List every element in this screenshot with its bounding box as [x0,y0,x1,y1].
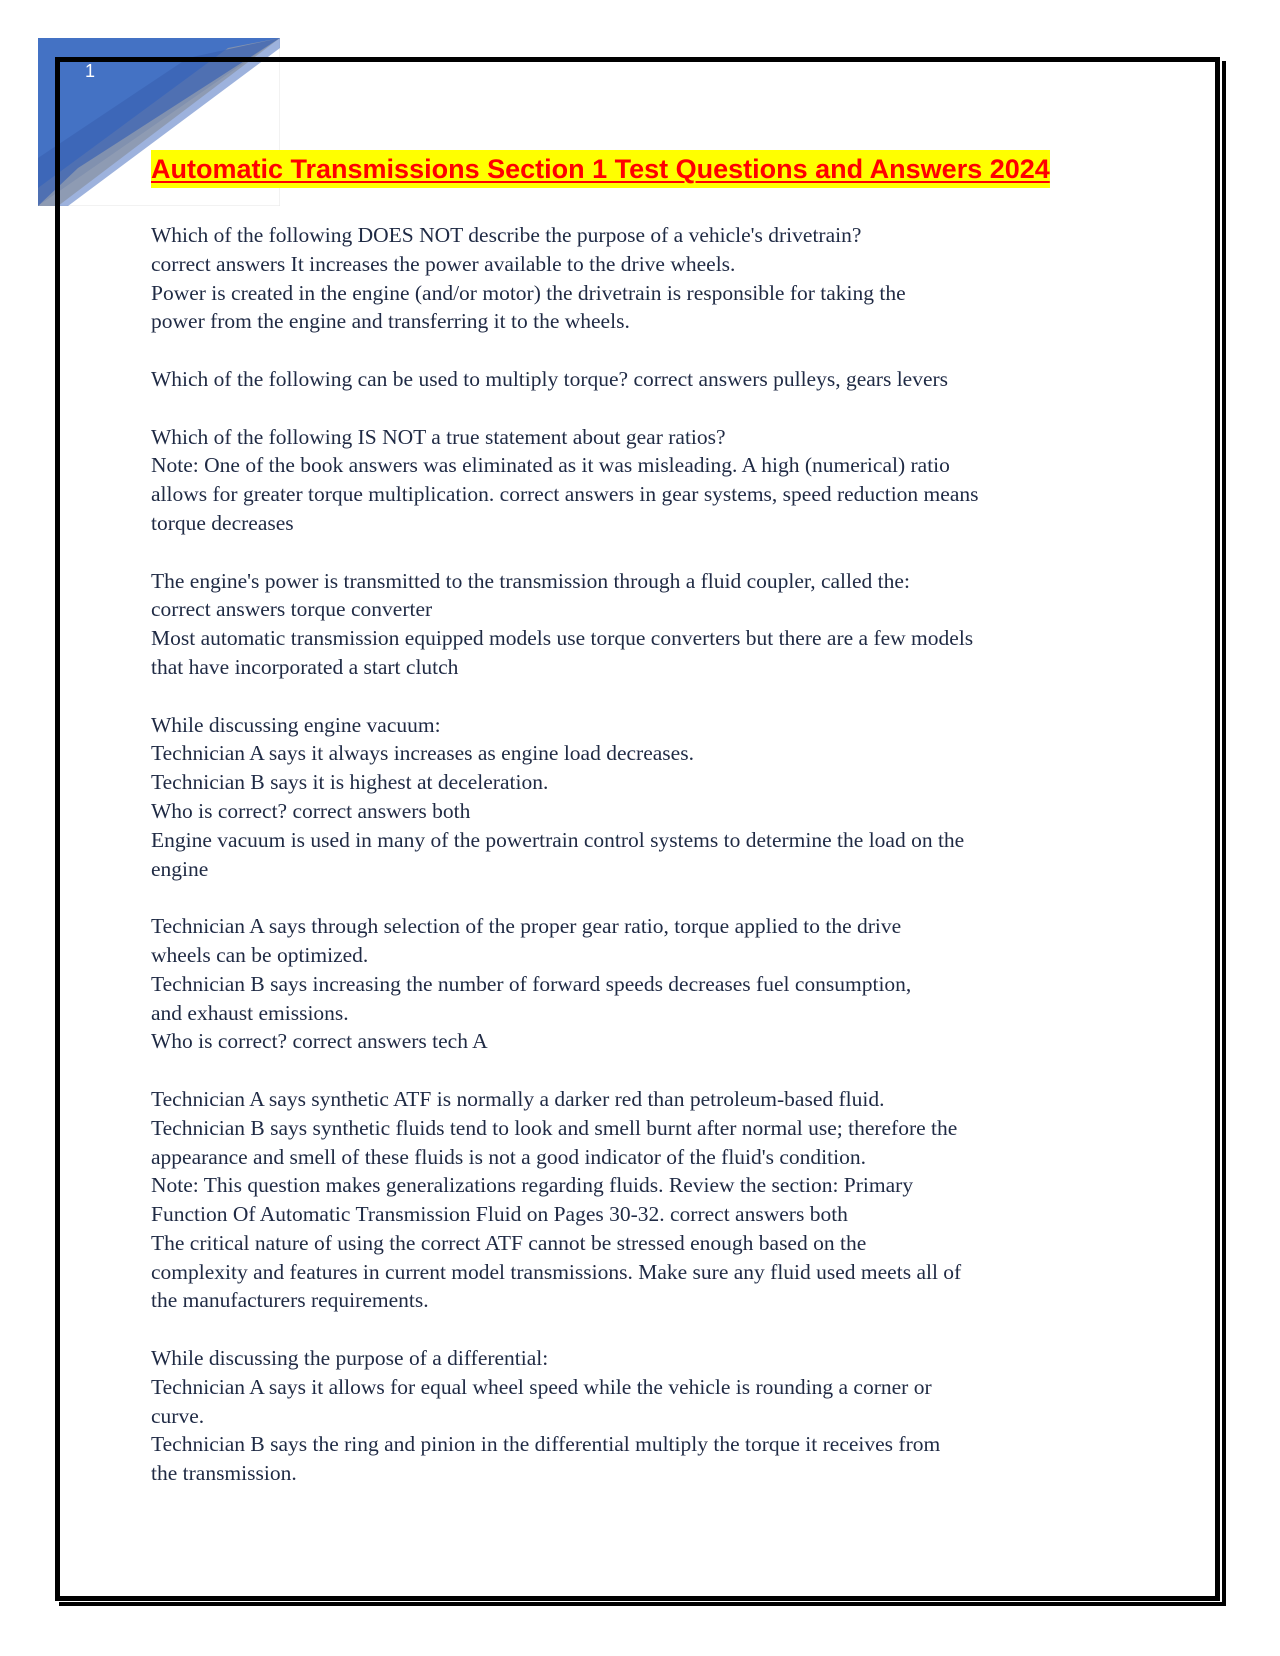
text-line: Note: This question makes generalizations regarding fluids. Review the section: Primary [151,1173,914,1198]
text-line: Technician A says synthetic ATF is normally a darker red than petroleum-based fluid. [151,1086,885,1111]
text-line: the manufacturers requirements. [151,1288,429,1313]
question-block [151,711,1131,884]
text-line: engine [151,856,209,881]
text-line: Technician A says it always increases as engine load decreases. [151,741,694,766]
text-line: Technician B says it is highest at deceleration. [151,770,549,795]
page-border-shadow-bottom [59,1602,1226,1606]
text-line: Which of the following IS NOT a true statement about gear ratios? [151,424,726,449]
text-line: Which of the following DOES NOT describe the purpose of a vehicle's drivetrain? [151,223,862,247]
text-line: allows for greater torque multiplication. correct answers in gear systems, speed reduction means [151,482,979,507]
text-line: power from the engine and transferring it to the wheels. [151,309,630,334]
text-line: While discussing the purpose of a differential: [151,1346,549,1371]
text-line: Technician A says it allows for equal wheel speed while the vehicle is rounding a corner or [151,1374,932,1399]
page-number: 1 [85,61,96,81]
question-block [151,423,1131,538]
text-line: Engine vacuum is used in many of the powertrain control systems to determine the load on the [151,827,965,852]
text-line: The critical nature of using the correct ATF cannot be stressed enough based on the [151,1230,867,1255]
text-line: Function Of Automatic Transmission Fluid on Pages 30-32. correct answers both [151,1202,848,1227]
question-block [151,221,1131,336]
text-line: Note: One of the book answers was eliminated as it was misleading. A high (numerical) ratio [151,453,950,478]
text-line: Technician B says increasing the number of forward speeds decreases fuel consumption, [151,971,912,996]
text-line: complexity and features in current model transmissions. Make sure any fluid used meets all of [151,1259,962,1284]
question-list [151,221,1131,1517]
text-line: Which of the following can be used to multiply torque? correct answers pulleys, gears levers [151,366,949,391]
text-line: The engine's power is transmitted to the transmission through a fluid coupler, called the: [151,568,910,593]
text-line: appearance and smell of these fluids is not a good indicator of the fluid's condition. [151,1144,866,1169]
question-block [151,567,1131,682]
question-block [151,365,1131,394]
question-block [151,1085,1131,1315]
text-line: Technician A says through selection of the proper gear ratio, torque applied to the drive [151,914,902,939]
document-title: Automatic Transmissions Section 1 Test Questions and Answers 2024 [151,150,1050,188]
text-line: wheels can be optimized. [151,942,369,967]
text-line: the transmission. [151,1461,297,1486]
text-line: and exhaust emissions. [151,1000,349,1025]
text-line: While discussing engine vacuum: [151,712,441,737]
text-line: Power is created in the engine (and/or motor) the drivetrain is responsible for taking the [151,280,906,305]
text-line: that have incorporated a start clutch [151,654,459,679]
text-line: torque decreases [151,510,294,535]
question-block [151,1344,1131,1488]
text-line: correct answers It increases the power available to the drive wheels. [151,251,736,276]
question-block [151,912,1131,1056]
text-line: curve. [151,1403,205,1428]
text-line: Who is correct? correct answers both [151,798,471,823]
text-line: Technician B says the ring and pinion in the differential multiply the torque it receives from [151,1432,941,1457]
text-line: Technician B says synthetic fluids tend to look and smell burnt after normal use; therefore the [151,1115,958,1140]
text-line: Most automatic transmission equipped models use torque converters but there are a few models [151,626,974,651]
text-line: correct answers torque converter [151,597,433,622]
text-line: Who is correct? correct answers tech A [151,1029,488,1054]
page-border-shadow-right [1222,61,1226,1606]
